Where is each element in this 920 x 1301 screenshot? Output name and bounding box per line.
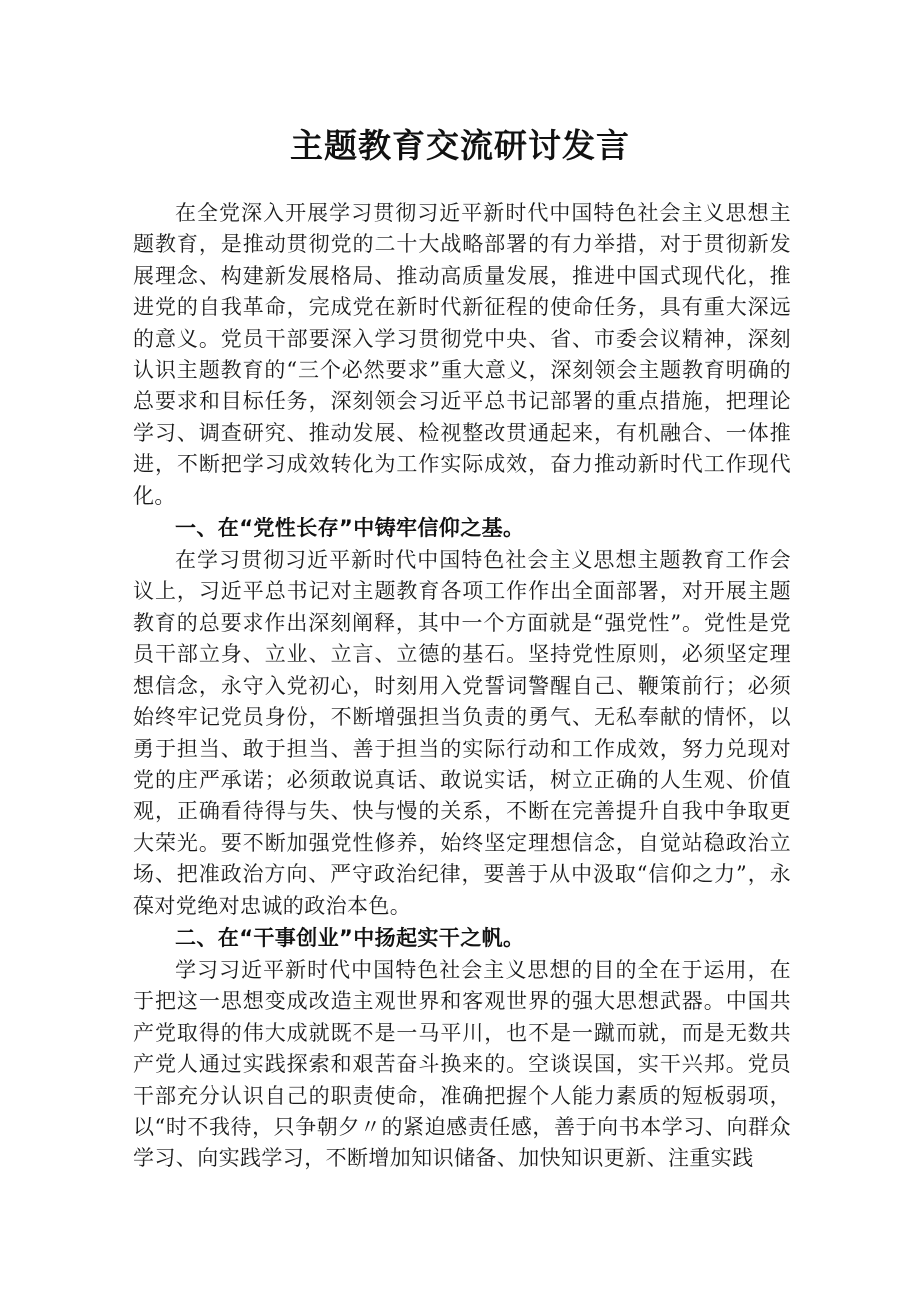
- section-1: [133, 512, 791, 922]
- section-heading: 一、在“党性长存”中铸牢信仰之基。: [175, 516, 525, 541]
- section-2: [133, 922, 791, 1175]
- intro-paragraph: 在全党深入开展学习贯彻习近平新时代中国特色社会主义思想主题教育，是推动贯彻党的二十大战略部署的有力举措，对于贯彻新发展理念、构建新发展格局、推动高质量发展，推进中国式现代化，推进党的自我革命，完成党在新时代新征程的使命任务，具有重大深远的意义。党员干部要深入学习贯彻党中央、省、市委会议精神，深刻认识主题教育的“三个必然要求”重大意义，深刻领会主题教育明确的总要求和目标任务，深刻领会习近平总书记部署的重点措施，把理论学习、调查研究、推动发展、检视整改贯通起来，有机融合、一体推进，不断把学习成效转化为工作实际成效，奋力推动新时代工作现代化。: [133, 201, 791, 508]
- section-paragraph: 学习习近平新时代中国特色社会主义思想的目的全在于运用，在于把这一思想变成改造主观世界和客观世界的强大思想武器。中国共产党取得的伟大成就既不是一马平川，也不是一蹴而就，而是无数共产党人通过实践探索和艰苦奋斗换来的。空谈误国，实干兴邦。党员干部充分认识自己的职责使命，准确把握个人能力素质的短板弱项，以“时不我待，只争朝夕〃的紧迫感责任感，善于向书本学习、向群众学习、向实践学习，不断增加知识储备、加快知识更新、注重实践: [133, 957, 791, 1171]
- section-heading: 二、在“干事创业”中扬起实干之帆。: [175, 925, 525, 950]
- section-paragraph: 在学习贯彻习近平新时代中国特色社会主义思想主题教育工作会议上，习近平总书记对主题教育各项工作作出全面部署，对开展主题教育的总要求作出深刻阐释，其中一个方面就是“强党性”。党性是党员干部立身、立业、立言、立德的基石。坚持党性原则，必须坚定理想信念，永守入党初心，时刻用入党誓词警醒自己、鞭策前行；必须始终牢记党员身份，不断增强担当负责的勇气、无私奉献的情怀，以勇于担当、敢于担当、善于担当的实际行动和工作成效，努力兑现对党的庄严承诺；必须敢说真话、敢说实话，树立正确的人生观、价值观，正确看待得与失、快与慢的关系，不断在完善提升自我中争取更大荣光。要不断加强党性修养，始终坚定理想信念，自觉站稳政治立场、把准政治方向、严守政治纪律，要善于从中汲取“信仰之力”，永葆对党绝对忠诚的政治本色。: [133, 548, 791, 918]
- document-body: [133, 198, 791, 1175]
- document-title: 主题教育交流研讨发言: [290, 126, 630, 165]
